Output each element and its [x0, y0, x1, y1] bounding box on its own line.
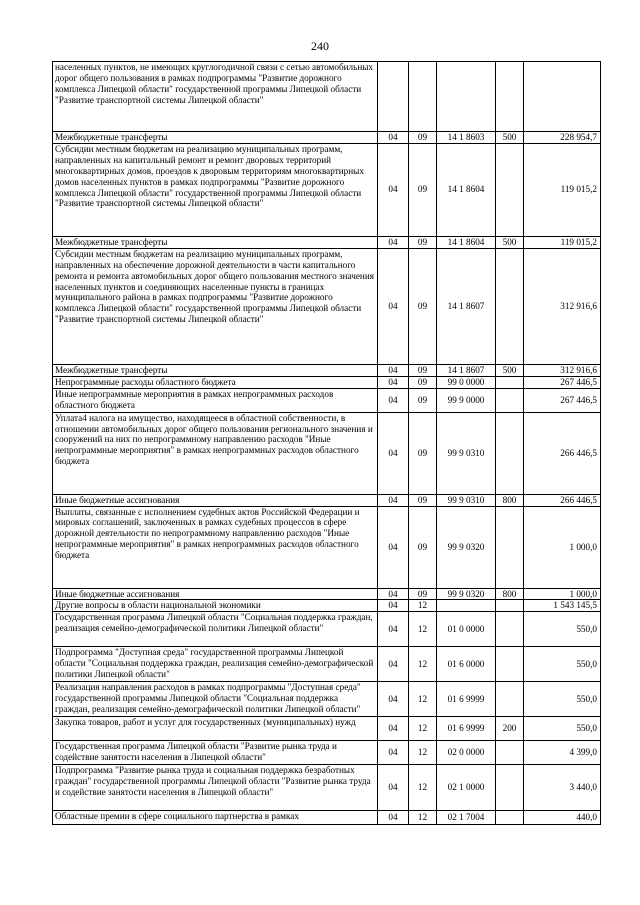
- table-row: [53, 682, 601, 717]
- row-expense-type-cell: [496, 376, 524, 388]
- table-row: [53, 811, 601, 825]
- row-subsection-cell: 09: [409, 376, 437, 388]
- row-subsection-cell: 12: [409, 612, 437, 647]
- row-section-cell: 04: [378, 682, 409, 717]
- row-amount-cell: 550,0: [524, 682, 601, 717]
- row-name-cell: Реализация направления расходов в рамках подпрограммы "Доступная среда" государственной программы Липецкой области "Социальная поддержка граждан, реализация семейно-демографической политики Липецкой области": [53, 682, 378, 717]
- row-amount-cell: 4 399,0: [524, 741, 601, 765]
- row-article-cell: 14 1 8607: [437, 248, 496, 364]
- row-amount-cell: 312 916,6: [524, 364, 601, 376]
- row-article-cell: [437, 600, 496, 612]
- table-row: [53, 588, 601, 600]
- table-row: [53, 741, 601, 765]
- row-name-cell: Уплата4 налога на имущество, находящееся в областной собственности, в отношении автомобильных дорог общего пользования регионального значения и сооружений на них по непрограммному направлению расходов "Иные непрограммные мероприятия" в рамках непрограммных расходов областного бюджета: [53, 412, 378, 494]
- row-name-cell: Непрограммные расходы областного бюджета: [53, 376, 378, 388]
- row-amount-cell: 267 446,5: [524, 388, 601, 412]
- row-subsection-cell: 09: [409, 412, 437, 494]
- row-section-cell: 04: [378, 647, 409, 682]
- row-expense-type-cell: [496, 765, 524, 811]
- row-section-cell: 04: [378, 717, 409, 741]
- table-row: [53, 765, 601, 811]
- row-article-cell: [437, 62, 496, 132]
- table-row: [53, 717, 601, 741]
- row-expense-type-cell: 500: [496, 236, 524, 248]
- row-article-cell: 99 9 0310: [437, 494, 496, 506]
- table-row: [53, 388, 601, 412]
- table-row: [53, 248, 601, 364]
- table-row: [53, 494, 601, 506]
- row-name-cell: Областные премии в сфере социального партнерства в рамках: [53, 811, 378, 825]
- row-name-cell: Закупка товаров, работ и услуг для государственных (муниципальных) нужд: [53, 717, 378, 741]
- table-row: [53, 647, 601, 682]
- row-expense-type-cell: [496, 811, 524, 825]
- row-subsection-cell: 12: [409, 811, 437, 825]
- row-article-cell: 99 0 0000: [437, 376, 496, 388]
- table-row: [53, 143, 601, 236]
- row-expense-type-cell: 200: [496, 717, 524, 741]
- table-row: [53, 376, 601, 388]
- row-name-cell: Иные бюджетные ассигнования: [53, 494, 378, 506]
- row-amount-cell: 1 543 145,5: [524, 600, 601, 612]
- row-subsection-cell: 09: [409, 506, 437, 588]
- row-amount-cell: 3 440,0: [524, 765, 601, 811]
- row-subsection-cell: 09: [409, 494, 437, 506]
- row-name-cell: Межбюджетные трансферты: [53, 364, 378, 376]
- row-name-cell: Подпрограмма "Доступная среда" государственной программы Липецкой области "Социальная поддержка граждан, реализация семейно-демографической политики Липецкой области": [53, 647, 378, 682]
- budget-table-body: [53, 62, 601, 825]
- row-expense-type-cell: [496, 647, 524, 682]
- row-section-cell: 04: [378, 143, 409, 236]
- row-amount-cell: 1 000,0: [524, 506, 601, 588]
- row-subsection-cell: 09: [409, 132, 437, 144]
- row-section-cell: 04: [378, 506, 409, 588]
- row-amount-cell: 312 916,6: [524, 248, 601, 364]
- row-expense-type-cell: 500: [496, 132, 524, 144]
- row-name-cell: Субсидии местным бюджетам на реализацию муниципальных программ, направленных на капитальный ремонт и ремонт дворовых территорий многоквартирных домов, проездов к дворовым территориям многоквартирных домов населенных пунктов в рамках подпрограммы "Развитие дорожного комплекса Липецкой области" государственной программы Липецкой области "Развитие транспортной системы Липецкой области": [53, 143, 378, 236]
- row-name-cell: Государственная программа Липецкой области "Развитие рынка труда и содействие занятости населения в Липецкой области": [53, 741, 378, 765]
- row-section-cell: 04: [378, 494, 409, 506]
- row-expense-type-cell: [496, 600, 524, 612]
- row-article-cell: 01 6 9999: [437, 682, 496, 717]
- row-article-cell: 14 1 8607: [437, 364, 496, 376]
- row-amount-cell: 266 446,5: [524, 412, 601, 494]
- row-amount-cell: 119 015,2: [524, 236, 601, 248]
- row-amount-cell: 550,0: [524, 612, 601, 647]
- table-row: [53, 132, 601, 144]
- row-subsection-cell: 09: [409, 143, 437, 236]
- row-article-cell: 01 0 0000: [437, 612, 496, 647]
- budget-table: [52, 61, 601, 825]
- row-expense-type-cell: 800: [496, 494, 524, 506]
- row-subsection-cell: 12: [409, 647, 437, 682]
- row-article-cell: 14 1 8604: [437, 143, 496, 236]
- row-article-cell: 14 1 8603: [437, 132, 496, 144]
- row-expense-type-cell: [496, 682, 524, 717]
- row-name-cell: Выплаты, связанные с исполнением судебных актов Российской Федерации и мировых соглашений, заключенных в рамках судебных процессов в сфере дорожной деятельности по непрограммному направлению расходов "Иные непрограммные мероприятия" в рамках непрограммных расходов областного бюджета: [53, 506, 378, 588]
- row-section-cell: 04: [378, 588, 409, 600]
- row-section-cell: 04: [378, 364, 409, 376]
- row-section-cell: 04: [378, 600, 409, 612]
- row-name-cell: Межбюджетные трансферты: [53, 132, 378, 144]
- table-row: [53, 506, 601, 588]
- row-section-cell: 04: [378, 236, 409, 248]
- row-expense-type-cell: [496, 248, 524, 364]
- row-section-cell: 04: [378, 811, 409, 825]
- row-name-cell: Иные непрограммные мероприятия в рамках непрограммных расходов областного бюджета: [53, 388, 378, 412]
- row-expense-type-cell: [496, 143, 524, 236]
- row-expense-type-cell: [496, 741, 524, 765]
- row-subsection-cell: 09: [409, 236, 437, 248]
- row-article-cell: 99 9 0000: [437, 388, 496, 412]
- row-name-cell: Другие вопросы в области национальной экономики: [53, 600, 378, 612]
- table-row: [53, 236, 601, 248]
- row-name-cell: Государственная программа Липецкой области "Социальная поддержка граждан, реализация семейно-демографической политики Липецкой области": [53, 612, 378, 647]
- row-subsection-cell: 09: [409, 388, 437, 412]
- row-subsection-cell: 12: [409, 717, 437, 741]
- row-expense-type-cell: 500: [496, 364, 524, 376]
- row-section-cell: 04: [378, 412, 409, 494]
- table-row: [53, 612, 601, 647]
- row-subsection-cell: 12: [409, 682, 437, 717]
- row-article-cell: 01 6 9999: [437, 717, 496, 741]
- row-amount-cell: 550,0: [524, 717, 601, 741]
- row-subsection-cell: 12: [409, 741, 437, 765]
- row-subsection-cell: 12: [409, 600, 437, 612]
- table-row: [53, 412, 601, 494]
- row-subsection-cell: 09: [409, 248, 437, 364]
- row-subsection-cell: [409, 62, 437, 132]
- row-amount-cell: 440,0: [524, 811, 601, 825]
- row-article-cell: 02 1 0000: [437, 765, 496, 811]
- row-article-cell: 99 9 0310: [437, 412, 496, 494]
- table-row: [53, 600, 601, 612]
- row-section-cell: 04: [378, 376, 409, 388]
- row-amount-cell: 228 954,7: [524, 132, 601, 144]
- row-section-cell: 04: [378, 612, 409, 647]
- row-article-cell: 14 1 8604: [437, 236, 496, 248]
- table-row: [53, 364, 601, 376]
- row-subsection-cell: 09: [409, 588, 437, 600]
- row-section-cell: 04: [378, 388, 409, 412]
- page-number: 240: [311, 39, 329, 53]
- row-section-cell: 04: [378, 132, 409, 144]
- row-expense-type-cell: [496, 388, 524, 412]
- row-section-cell: 04: [378, 741, 409, 765]
- row-name-cell: Подпрограмма "Развитие рынка труда и социальная поддержка безработных граждан" государственной программы Липецкой области "Развитие рынка труда и содействие занятости населения в Липецкой области": [53, 765, 378, 811]
- row-section-cell: 04: [378, 248, 409, 364]
- row-amount-cell: 119 015,2: [524, 143, 601, 236]
- row-article-cell: 99 9 0320: [437, 506, 496, 588]
- row-amount-cell: 1 000,0: [524, 588, 601, 600]
- row-expense-type-cell: [496, 412, 524, 494]
- row-expense-type-cell: [496, 506, 524, 588]
- row-amount-cell: 550,0: [524, 647, 601, 682]
- row-amount-cell: 267 446,5: [524, 376, 601, 388]
- row-name-cell: Межбюджетные трансферты: [53, 236, 378, 248]
- row-name-cell: Иные бюджетные ассигнования: [53, 588, 378, 600]
- row-name-cell: Субсидии местным бюджетам на реализацию муниципальных программ, направленных на обеспечение дорожной деятельности в части капитального ремонта и ремонта автомобильных дорог общего пользования местного значения населенных пунктов и соединяющих населенные пункты в границах муниципального района в рамках подпрограммы "Развитие дорожного комплекса Липецкой области" государственной программы Липецкой области "Развитие транспортной системы Липецкой области": [53, 248, 378, 364]
- table-row: [53, 62, 601, 132]
- row-article-cell: 02 0 0000: [437, 741, 496, 765]
- row-name-cell: населенных пунктов, не имеющих круглогодичной связи с сетью автомобильных дорог общего пользования в рамках подпрограммы "Развитие дорожного комплекса Липецкой области" государственной программы Липецкой области "Развитие транспортной системы Липецкой области": [53, 62, 378, 132]
- row-subsection-cell: 09: [409, 364, 437, 376]
- row-article-cell: 02 1 7004: [437, 811, 496, 825]
- row-section-cell: [378, 62, 409, 132]
- row-expense-type-cell: [496, 612, 524, 647]
- row-article-cell: 01 6 0000: [437, 647, 496, 682]
- row-expense-type-cell: 800: [496, 588, 524, 600]
- row-subsection-cell: 12: [409, 765, 437, 811]
- row-expense-type-cell: [496, 62, 524, 132]
- row-section-cell: 04: [378, 765, 409, 811]
- row-amount-cell: 266 446,5: [524, 494, 601, 506]
- row-article-cell: 99 9 0320: [437, 588, 496, 600]
- row-amount-cell: [524, 62, 601, 132]
